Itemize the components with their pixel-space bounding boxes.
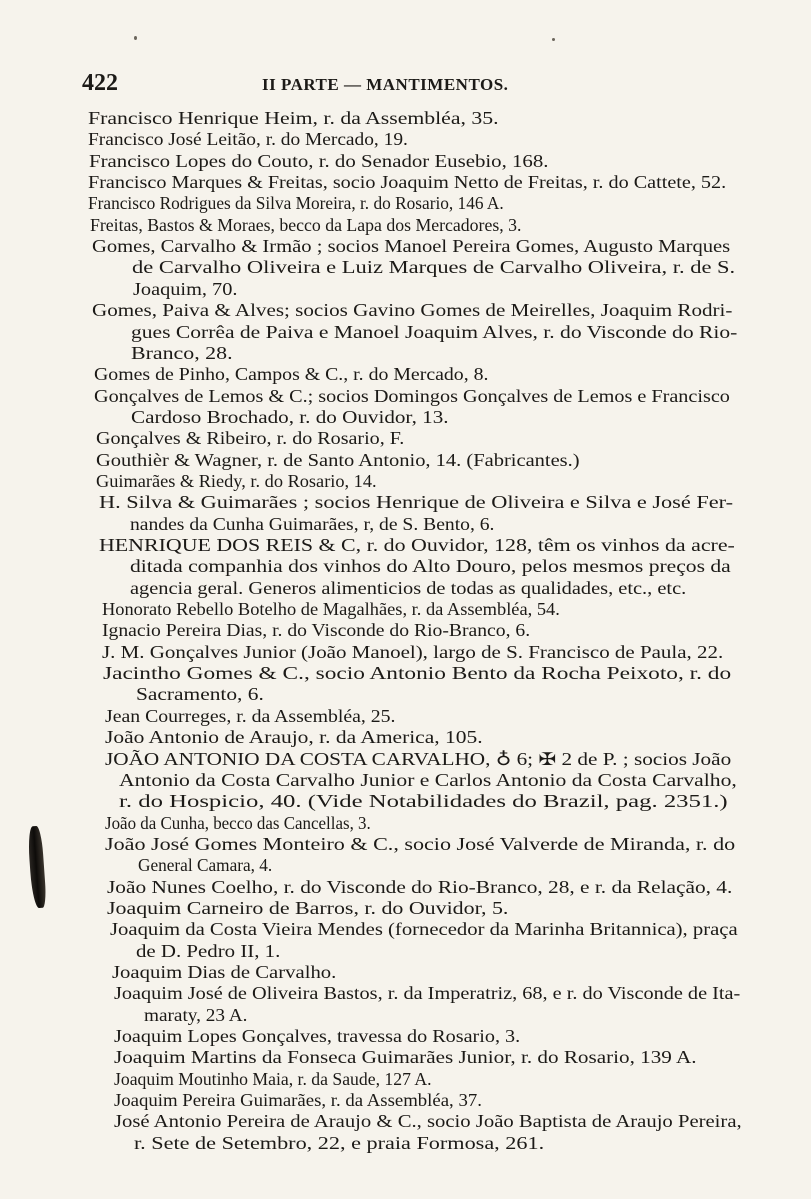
directory-line: Francisco Marques & Freitas, socio Joaquim Netto de Freitas, r. do Cattete, 52. xyxy=(88,172,727,193)
running-head: II PARTE — MANTIMENTOS. xyxy=(262,75,509,94)
directory-line: João Antonio de Araujo, r. da America, 105. xyxy=(105,727,483,748)
directory-line: João Nunes Coelho, r. do Visconde do Rio-Branco, 28, e r. da Relação, 4. xyxy=(107,876,733,897)
directory-line: JOÃO ANTONIO DA COSTA CARVALHO, ♁ 6; ✠ 2 de P. ; socios João xyxy=(105,748,732,769)
directory-line: de D. Pedro II, 1. xyxy=(136,940,281,961)
directory-line: Sacramento, 6. xyxy=(136,684,264,705)
directory-line: Branco, 28. xyxy=(131,342,233,363)
directory-line: João José Gomes Monteiro & C., socio José Valverde de Miranda, r. do xyxy=(105,833,736,854)
directory-line: Ignacio Pereira Dias, r. do Visconde do Rio-Branco, 6. xyxy=(102,620,531,641)
directory-line: Joaquim Carneiro de Barros, r. do Ouvidor, 5. xyxy=(107,897,509,918)
directory-line: ditada companhia dos vinhos do Alto Douro, pelos mesmos preços da xyxy=(130,556,731,577)
directory-line: Joaquim, 70. xyxy=(133,278,238,299)
directory-line: nandes da Cunha Guimarães, r, de S. Bento, 6. xyxy=(130,513,495,534)
directory-line: de Carvalho Oliveira e Luiz Marques de Carvalho Oliveira, r. de S. xyxy=(132,257,736,278)
directory-line: agencia geral. Generos alimenticios de todas as qualidades, etc., etc. xyxy=(130,577,687,598)
directory-line: Francisco Rodrigues da Silva Moreira, r. do Rosario, 146 A. xyxy=(88,193,504,214)
print-speck xyxy=(552,38,555,41)
directory-line: J. M. Gonçalves Junior (João Manoel), largo de S. Francisco de Paula, 22. xyxy=(102,641,724,662)
directory-line: Joaquim Pereira Guimarães, r. da Assembléa, 37. xyxy=(114,1090,482,1111)
directory-line: Joaquim Martins da Fonseca Guimarães Junior, r. do Rosario, 139 A. xyxy=(114,1047,697,1068)
directory-line: Antonio da Costa Carvalho Junior e Carlos Antonio da Costa Carvalho, xyxy=(119,769,737,790)
margin-ink-mark xyxy=(27,826,47,909)
directory-line: General Camara, 4. xyxy=(138,855,273,876)
directory-line: HENRIQUE DOS REIS & C, r. do Ouvidor, 128, têm os vinhos da acre- xyxy=(99,535,735,555)
directory-line: Joaquim da Costa Vieira Mendes (fornecedor da Marinha Britannica), praça xyxy=(110,919,738,940)
directory-line: Gonçalves & Ribeiro, r. do Rosario, F. xyxy=(96,428,405,449)
directory-line: maraty, 23 A. xyxy=(144,1004,248,1025)
directory-line: Joaquim Moutinho Maia, r. da Saude, 127 A. xyxy=(114,1068,432,1089)
directory-line: Freitas, Bastos & Moraes, becco da Lapa dos Mercadores, 3. xyxy=(90,214,522,235)
directory-line: Francisco José Leitão, r. do Mercado, 19. xyxy=(88,129,408,150)
directory-line: Gomes de Pinho, Campos & C., r. do Mercado, 8. xyxy=(94,364,489,385)
page-number: 422 xyxy=(82,70,118,96)
directory-line: Francisco Henrique Heim, r. da Assembléa, 35. xyxy=(88,108,499,128)
directory-line: Gouthièr & Wagner, r. de Santo Antonio, 14. (Fabricantes.) xyxy=(96,449,580,470)
directory-line: Joaquim Dias de Carvalho. xyxy=(112,962,337,982)
directory-line: Honorato Rebello Botelho de Magalhães, r. da Assembléa, 54. xyxy=(102,599,560,620)
directory-line: gues Corrêa de Paiva e Manoel Joaquim Alves, r. do Visconde do Rio- xyxy=(131,321,738,342)
print-speck xyxy=(134,36,137,40)
directory-line: José Antonio Pereira de Araujo & C., socio João Baptista de Araujo Pereira, xyxy=(114,1111,742,1132)
directory-line: Gomes, Paiva & Alves; socios Gavino Gomes de Meirelles, Joaquim Rodri- xyxy=(92,300,733,321)
directory-line: H. Silva & Guimarães ; socios Henrique de Oliveira e Silva e José Fer- xyxy=(99,492,734,513)
directory-line: Gomes, Carvalho & Irmão ; socios Manoel Pereira Gomes, Augusto Marques xyxy=(92,236,731,257)
directory-line: Cardoso Brochado, r. do Ouvidor, 13. xyxy=(131,406,449,427)
directory-line: Jean Courreges, r. da Assembléa, 25. xyxy=(105,705,396,726)
directory-line: Joaquim Lopes Gonçalves, travessa do Rosario, 3. xyxy=(114,1026,521,1047)
directory-line: Gonçalves de Lemos & C.; socios Domingos Gonçalves de Lemos e Francisco xyxy=(94,385,730,406)
directory-line: Guimarães & Riedy, r. do Rosario, 14. xyxy=(96,470,377,491)
directory-line: João da Cunha, becco das Cancellas, 3. xyxy=(105,812,371,833)
directory-line: Joaquim José de Oliveira Bastos, r. da Imperatriz, 68, e r. do Visconde de Ita- xyxy=(114,983,741,1004)
page-header xyxy=(82,70,742,100)
directory-line: r. do Hospicio, 40. (Vide Notabilidades do Brazil, pag. 2351.) xyxy=(119,791,728,812)
directory-line: Francisco Lopes do Couto, r. do Senador Eusebio, 168. xyxy=(89,150,549,171)
directory-line: Jacintho Gomes & C., socio Antonio Bento da Rocha Peixoto, r. do xyxy=(103,663,732,684)
directory-line: r. Sete de Setembro, 22, e praia Formosa, 261. xyxy=(134,1132,545,1153)
